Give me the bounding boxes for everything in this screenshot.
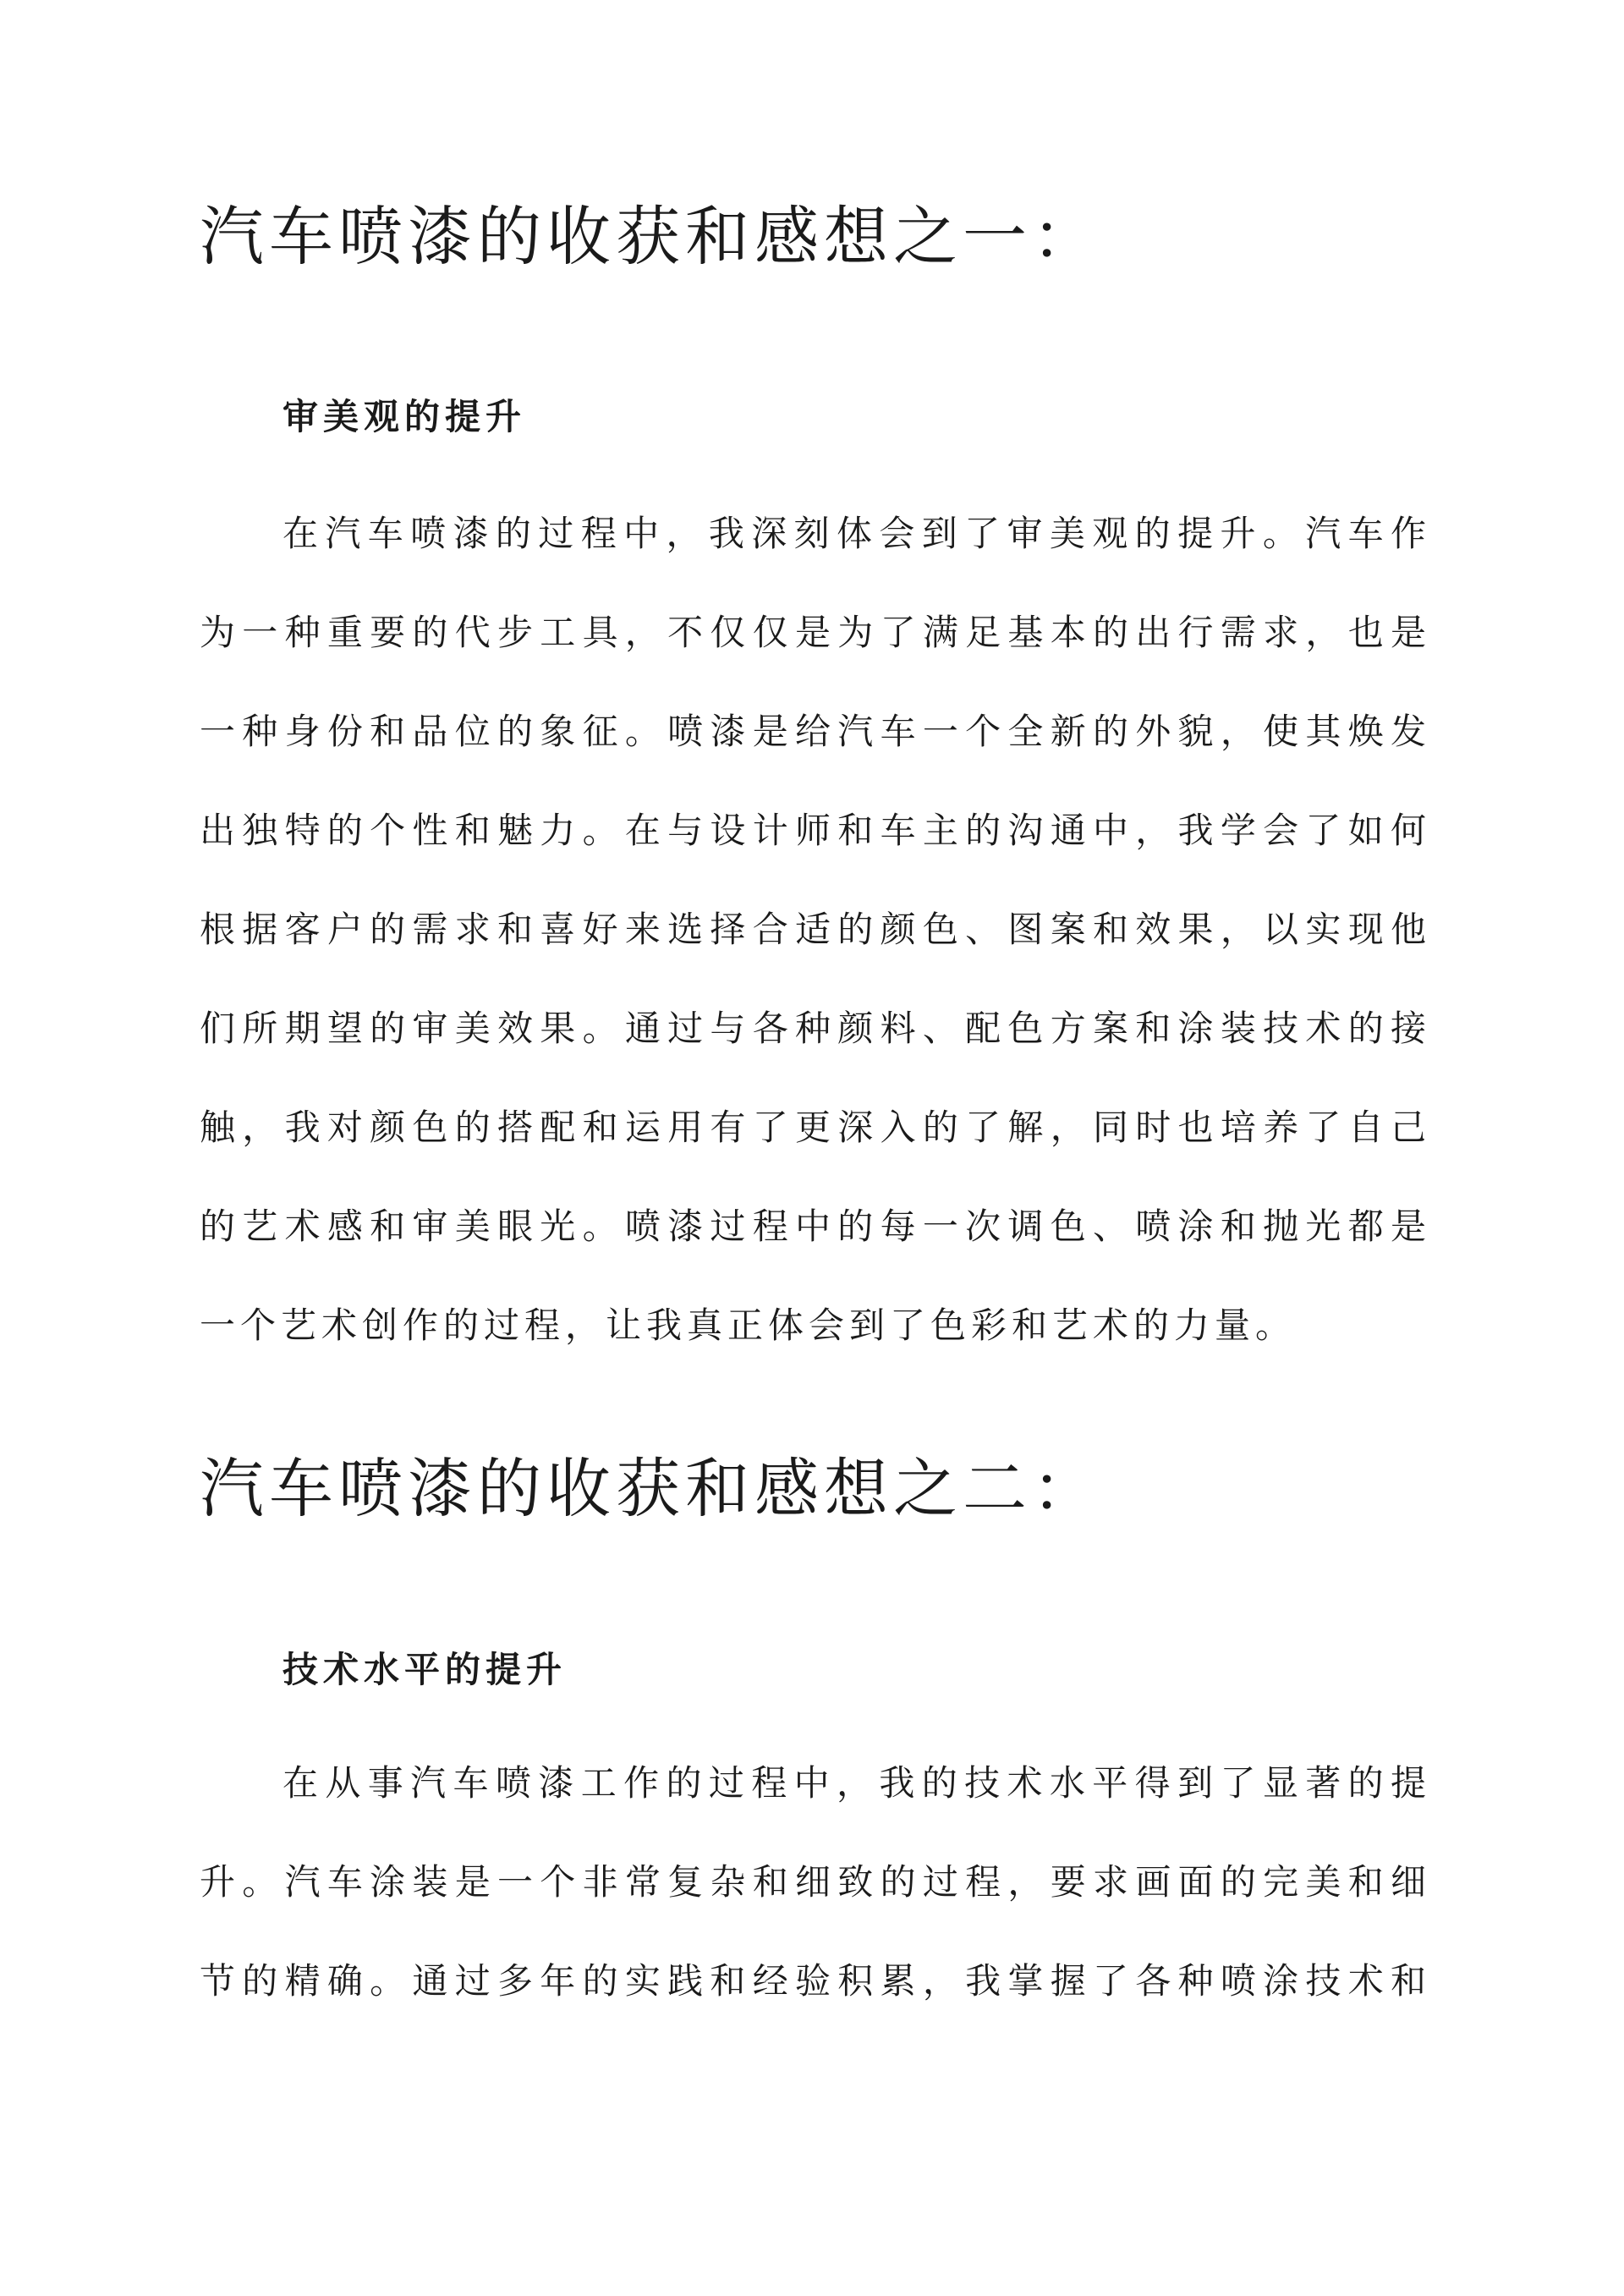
paragraph-line: 在从事汽车喷漆工作的过程中，我的技术水平得到了显著的提 <box>283 1762 1426 1804</box>
paragraph-line: 出独特的个性和魅力。在与设计师和车主的沟通中，我学会了如何 <box>200 810 1426 851</box>
paragraph-line: 们所期望的审美效果。通过与各种颜料、配色方案和涂装技术的接 <box>200 1008 1426 1049</box>
section-2-paragraph <box>200 1754 1426 2051</box>
paragraph-line: 在汽车喷漆的过程中，我深刻体会到了审美观的提升。汽车作 <box>283 513 1426 554</box>
paragraph-line: 一种身份和品位的象征。喷漆是给汽车一个全新的外貌，使其焕发 <box>200 711 1426 752</box>
paragraph-line: 根据客户的需求和喜好来选择合适的颜色、图案和效果，以实现他 <box>200 909 1426 950</box>
section-1-title: 汽车喷漆的收获和感想之一： <box>200 199 1101 274</box>
paragraph-line: 触，我对颜色的搭配和运用有了更深入的了解，同时也培养了自己 <box>200 1107 1426 1148</box>
section-1-paragraph <box>200 504 1426 1395</box>
section-1-subtitle: 审美观的提升 <box>283 396 527 437</box>
section-2-title: 汽车喷漆的收获和感想之二： <box>200 1451 1101 1526</box>
paragraph-line: 一个艺术创作的过程，让我真正体会到了色彩和艺术的力量。 <box>200 1305 1297 1346</box>
paragraph-line: 的艺术感和审美眼光。喷漆过程中的每一次调色、喷涂和抛光都是 <box>200 1206 1426 1247</box>
paragraph-line: 升。汽车涂装是一个非常复杂和细致的过程，要求画面的完美和细 <box>200 1861 1426 1903</box>
paragraph-line: 为一种重要的代步工具，不仅仅是为了满足基本的出行需求，也是 <box>200 612 1426 653</box>
paragraph-line: 节的精确。通过多年的实践和经验积累，我掌握了各种喷涂技术和 <box>200 1960 1426 2002</box>
section-2-subtitle: 技术水平的提升 <box>283 1649 568 1690</box>
